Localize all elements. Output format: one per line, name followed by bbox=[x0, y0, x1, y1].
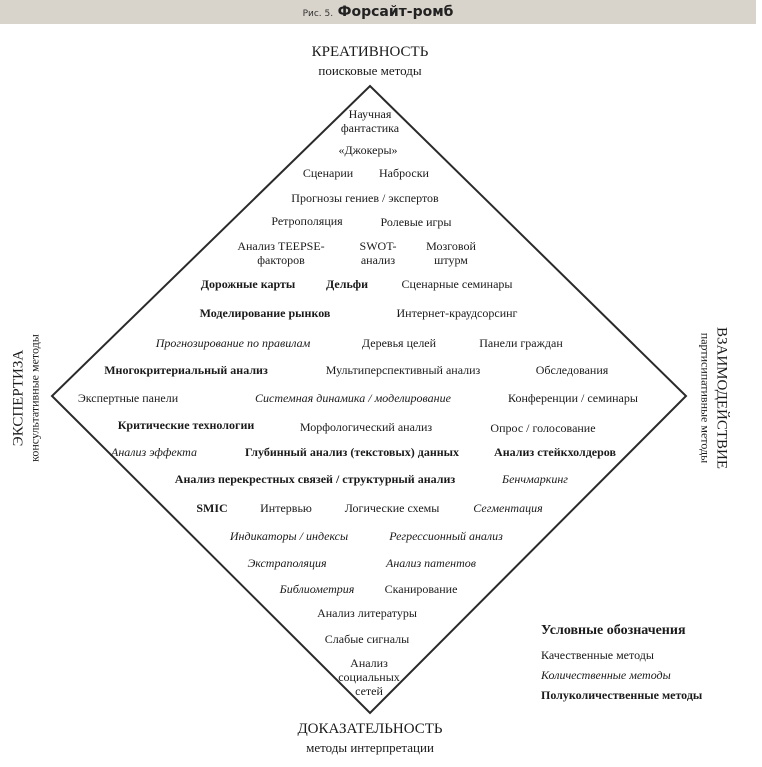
method-sketches: Наброски bbox=[379, 166, 429, 180]
method-text-data-mining: Глубинный анализ (текстовых) данных bbox=[244, 445, 460, 459]
method-market-modeling: Моделирование рынков bbox=[199, 306, 331, 320]
legend-semi-quantitative: Полуколичественные методы bbox=[541, 688, 703, 702]
method-teepse-analysis: Анализ TEEPSE-факторов bbox=[237, 239, 325, 267]
method-segmentation: Сегментация bbox=[473, 501, 543, 515]
axis-left-label bbox=[11, 334, 42, 462]
method-stakeholder-analysis: Анализ стейкхолдеров bbox=[494, 445, 616, 459]
method-social-network-analysis: Анализ социальных сетей bbox=[338, 656, 400, 698]
method-system-dynamics: Системная динамика / моделирование bbox=[255, 391, 451, 405]
method-scenario-workshops: Сценарные семинары bbox=[401, 277, 513, 291]
method-morphological-analysis: Морфологический анализ bbox=[299, 420, 433, 434]
method-goal-trees: Деревья целей bbox=[361, 336, 437, 350]
method-retropolation: Ретрополяция bbox=[271, 214, 343, 228]
axis-top-subtitle: поисковые методы bbox=[318, 63, 422, 78]
method-internet-crowdsourcing: Интернет-краудсорсинг bbox=[396, 306, 518, 320]
method-surveys: Обследования bbox=[535, 363, 609, 377]
legend-qualitative: Качественные методы bbox=[541, 648, 654, 662]
method-critical-technologies: Критические технологии bbox=[117, 418, 255, 432]
method-poll-voting: Опрос / голосование bbox=[490, 421, 596, 435]
method-benchmarking: Бенчмаркинг bbox=[502, 472, 568, 486]
method-bibliometrics: Библиометрия bbox=[279, 582, 355, 596]
axis-left-title: ЭКСПЕРТИЗА bbox=[10, 349, 27, 447]
method-science-fiction: Научная фантастика bbox=[340, 107, 400, 135]
method-multicriteria-analysis: Многокритериальный анализ bbox=[104, 363, 268, 377]
method-patent-analysis: Анализ патентов bbox=[385, 556, 477, 570]
figure-number: Рис. 5. bbox=[302, 9, 334, 19]
axis-bottom-subtitle: методы интерпретации bbox=[306, 740, 434, 755]
legend bbox=[541, 623, 702, 705]
method-interview: Интервью bbox=[260, 501, 312, 515]
legend-title: Условные обозначения bbox=[541, 623, 686, 638]
figure-title: Форсайт-ромб bbox=[337, 4, 454, 20]
method-smic: SMIC bbox=[196, 501, 228, 515]
axis-right-title: ВЗАИМОДЕЙСТВИЕ bbox=[713, 326, 730, 470]
method-expert-panels: Экспертные панели bbox=[77, 391, 179, 405]
method-swot-analysis: SWOT-анализ bbox=[359, 239, 397, 267]
method-brainstorm: Мозговой штурм bbox=[426, 239, 476, 267]
legend-quantitative: Количественные методы bbox=[541, 668, 671, 682]
axis-right-subtitle: партисипативные методы bbox=[698, 332, 713, 464]
axis-top-title: КРЕАТИВНОСТЬ bbox=[311, 44, 429, 60]
method-multiperspective-analysis: Мультиперспективный анализ bbox=[325, 363, 481, 377]
axis-left-subtitle: консультативные методы bbox=[27, 334, 42, 462]
method-genius-forecasts: Прогнозы гениев / экспертов bbox=[291, 191, 439, 205]
method-scanning: Сканирование bbox=[384, 582, 458, 596]
method-impact-analysis: Анализ эффекта bbox=[111, 445, 197, 459]
method-scenarios: Сценарии bbox=[302, 166, 354, 180]
method-cross-impact-analysis: Анализ перекрестных связей / структурный анализ bbox=[174, 472, 456, 486]
method-citizen-panels: Панели граждан bbox=[479, 336, 563, 350]
method-weak-signals: Слабые сигналы bbox=[324, 632, 410, 646]
method-jokers: «Джокеры» bbox=[338, 143, 398, 157]
axis-bottom-title: ДОКАЗАТЕЛЬНОСТЬ bbox=[297, 721, 443, 737]
method-roadmaps: Дорожные карты bbox=[200, 277, 296, 291]
method-rule-based-forecasting: Прогнозирование по правилам bbox=[155, 336, 311, 350]
method-role-games: Ролевые игры bbox=[380, 215, 452, 229]
method-delphi: Дельфи bbox=[325, 277, 369, 291]
method-extrapolation: Экстраполяция bbox=[247, 556, 327, 570]
method-logic-charts: Логические схемы bbox=[344, 501, 440, 515]
method-literature-review: Анализ литературы bbox=[317, 606, 417, 620]
method-conferences: Конференции / семинары bbox=[508, 391, 638, 405]
method-indicators: Индикаторы / индексы bbox=[229, 529, 349, 543]
method-regression-analysis: Регрессионный анализ bbox=[389, 529, 503, 543]
axis-right-label bbox=[699, 327, 730, 469]
